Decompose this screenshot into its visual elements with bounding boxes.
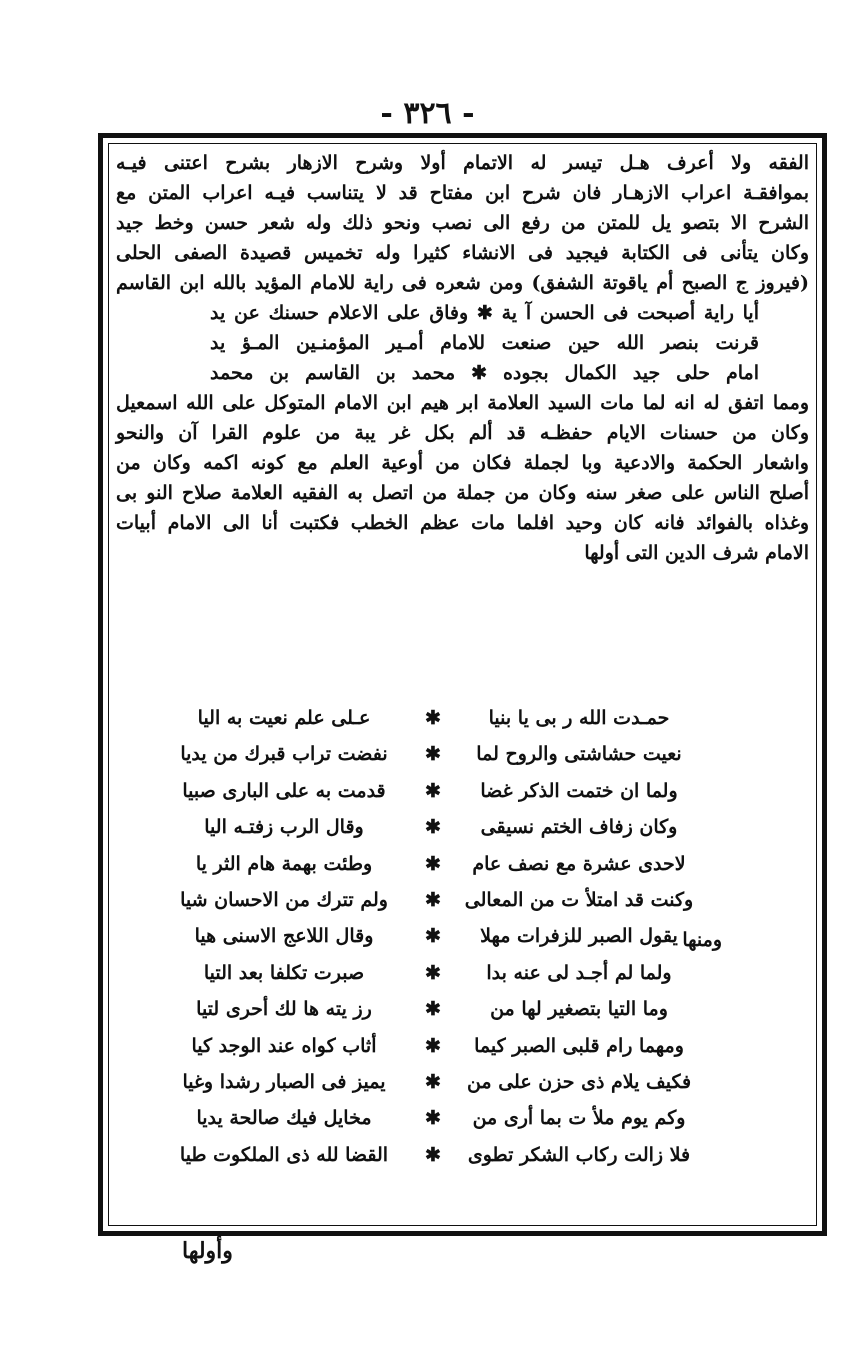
verse-separator: ✱ xyxy=(425,925,441,948)
verse-separator: ✱ xyxy=(425,1070,441,1093)
text-line: أصلح الناس على صغر سنه وكان من جملة من اتصل به الفقيه العلامة صلاح النو بى xyxy=(116,482,809,504)
text-line: وكان يتأنى فى الكتابة فيجيد فى الانشاء كثيرا وله تخميس قصيدة الصفى الحلى xyxy=(116,242,809,264)
verse-second-hemistich: وقال الرب زفتـه اليا xyxy=(204,816,364,839)
poem-line: أيا راية أصبحت فى الحسن آ ية ✱ وفاق على الاعلام حسنك عن يد xyxy=(210,302,759,324)
verse-line xyxy=(120,1028,720,1064)
verse-second-hemistich: وقال اللاعج الاسنى هيا xyxy=(194,925,374,948)
verse-second-hemistich: وطئت بهمة هام الثر يا xyxy=(195,852,373,875)
verse-separator: ✱ xyxy=(425,961,441,984)
verse-line xyxy=(120,1100,720,1136)
verse-line xyxy=(120,846,720,882)
verse-line xyxy=(120,773,720,809)
text-line: (فيروز ج الصبح أم ياقوتة الشفق) ومن شعره فى راية للامام المؤيد بالله ابن القاسم xyxy=(116,272,809,294)
text-line: بموافقـة اعراب الازهـار فان شرح ابن مفتاح قد لا يتناسب فيـه اعراب المتن مع xyxy=(116,182,809,204)
verse-second-hemistich: ولم تترك من الاحسان شيا xyxy=(180,888,388,911)
verse-second-hemistich: قدمت به على البارى صبيا xyxy=(182,779,386,802)
verse-line xyxy=(120,700,720,736)
verse-second-hemistich: يميز فى الصبار رشدا وغيا xyxy=(182,1070,386,1093)
text-line: الفقه ولا أعرف هـل تيسر له الاتمام أولا وشرح الازهار بشرح اعتنى فيـه xyxy=(116,152,809,174)
verse-line xyxy=(120,1137,720,1173)
verse-line xyxy=(120,809,720,845)
verse-line xyxy=(120,991,720,1027)
verse-first-hemistich: فكيف يلام ذى حزن على من xyxy=(466,1070,692,1093)
verse-separator: ✱ xyxy=(425,1034,441,1057)
verse-separator: ✱ xyxy=(425,998,441,1021)
catchword: وأولها xyxy=(182,1238,233,1264)
verse-second-hemistich: رز يته ها لك أحرى لتيا xyxy=(196,998,372,1021)
poem-line: امام حلى جيد الكمال بجوده ✱ محمد بن القاسم بن محمد xyxy=(210,362,759,384)
verse-second-hemistich: عـلى علم نعيت به اليا xyxy=(197,707,371,729)
verse-first-hemistich: حمـدت الله ر بى يا بنيا xyxy=(488,707,670,729)
text-line: الامام شرف الدين التى أولها xyxy=(584,542,809,564)
marginal-label: ومنها xyxy=(682,929,722,951)
verse-line xyxy=(120,736,720,772)
verse-line xyxy=(120,955,720,991)
text-line: ومما اتفق له انه لما مات السيد العلامة ابر هيم ابن الامام المتوكل على الله اسمعيل xyxy=(116,392,809,414)
verse-second-hemistich: نفضت تراب قبرك من يديا xyxy=(180,743,388,766)
text-line: الشرح الا بتصو يل للمتن من رفع الى نصب ونحو ذلك وله شعر حسن وخط جيد xyxy=(116,212,809,234)
verse-first-hemistich: ولما لم أجـد لى عنه بدا xyxy=(486,961,672,984)
verse-separator: ✱ xyxy=(425,707,441,729)
verse-separator: ✱ xyxy=(425,1143,441,1166)
verse-separator: ✱ xyxy=(425,888,441,911)
verse-separator: ✱ xyxy=(425,852,441,875)
verse-first-hemistich: ومهما رام قلبى الصبر كيما xyxy=(474,1034,684,1057)
verse-line xyxy=(120,918,720,954)
verse-second-hemistich: مخايل فيك صالحة يديا xyxy=(196,1107,372,1130)
page-number: - ٣٢٦ - xyxy=(380,96,475,131)
verse-separator: ✱ xyxy=(425,743,441,766)
prose-text-block xyxy=(110,148,815,568)
verse-first-hemistich: لاحدى عشرة مع نصف عام xyxy=(472,852,686,875)
verse-separator: ✱ xyxy=(425,779,441,802)
poem-verses xyxy=(120,700,720,1173)
verse-second-hemistich: القضا لله ذى الملكوت طيا xyxy=(179,1143,389,1166)
poem-line: قرنت بنصر الله حين صنعت للامام أمـير المؤمنـين المـؤ يد xyxy=(210,332,759,354)
verse-first-hemistich: وكنت قد امتلأ ت من المعالى xyxy=(464,888,694,911)
verse-first-hemistich: ولما ان ختمت الذكر غضا xyxy=(480,779,678,802)
verse-line xyxy=(120,882,720,918)
text-line: واشعار الحكمة والادعية وبا لجملة فكان من أوعية العلم مع كونه اكمه وكان من xyxy=(116,452,809,474)
verse-first-hemistich: وكم يوم ملأ ت بما أرى من xyxy=(472,1107,686,1130)
verse-first-hemistich: وكان زفاف الختم نسيقى xyxy=(480,816,678,839)
text-line: وغذاه بالفوائد فانه كان وحيد افلما مات عظم الخطب فكتبت أنا الى الامام أبيات xyxy=(116,512,809,534)
verse-first-hemistich: نعيت حشاشتى والروح لما xyxy=(476,743,682,766)
verse-separator: ✱ xyxy=(425,816,441,839)
text-line: وكان من حسنات الايام حفظـه قد ألم بكل غر يبة من علوم القرا آن والنحو xyxy=(116,422,809,444)
verse-first-hemistich: يقول الصبر للزفرات مهلا xyxy=(480,925,678,948)
verse-first-hemistich: فلا زالت ركاب الشكر تطوى xyxy=(467,1143,691,1166)
verse-line xyxy=(120,1064,720,1100)
verse-second-hemistich: أثاب كواه عند الوجد كيا xyxy=(191,1034,377,1057)
verse-second-hemistich: صبرت تكلفا بعد التيا xyxy=(203,961,365,984)
verse-first-hemistich: وما التيا بتصغير لها من xyxy=(490,998,668,1021)
verse-separator: ✱ xyxy=(425,1107,441,1130)
